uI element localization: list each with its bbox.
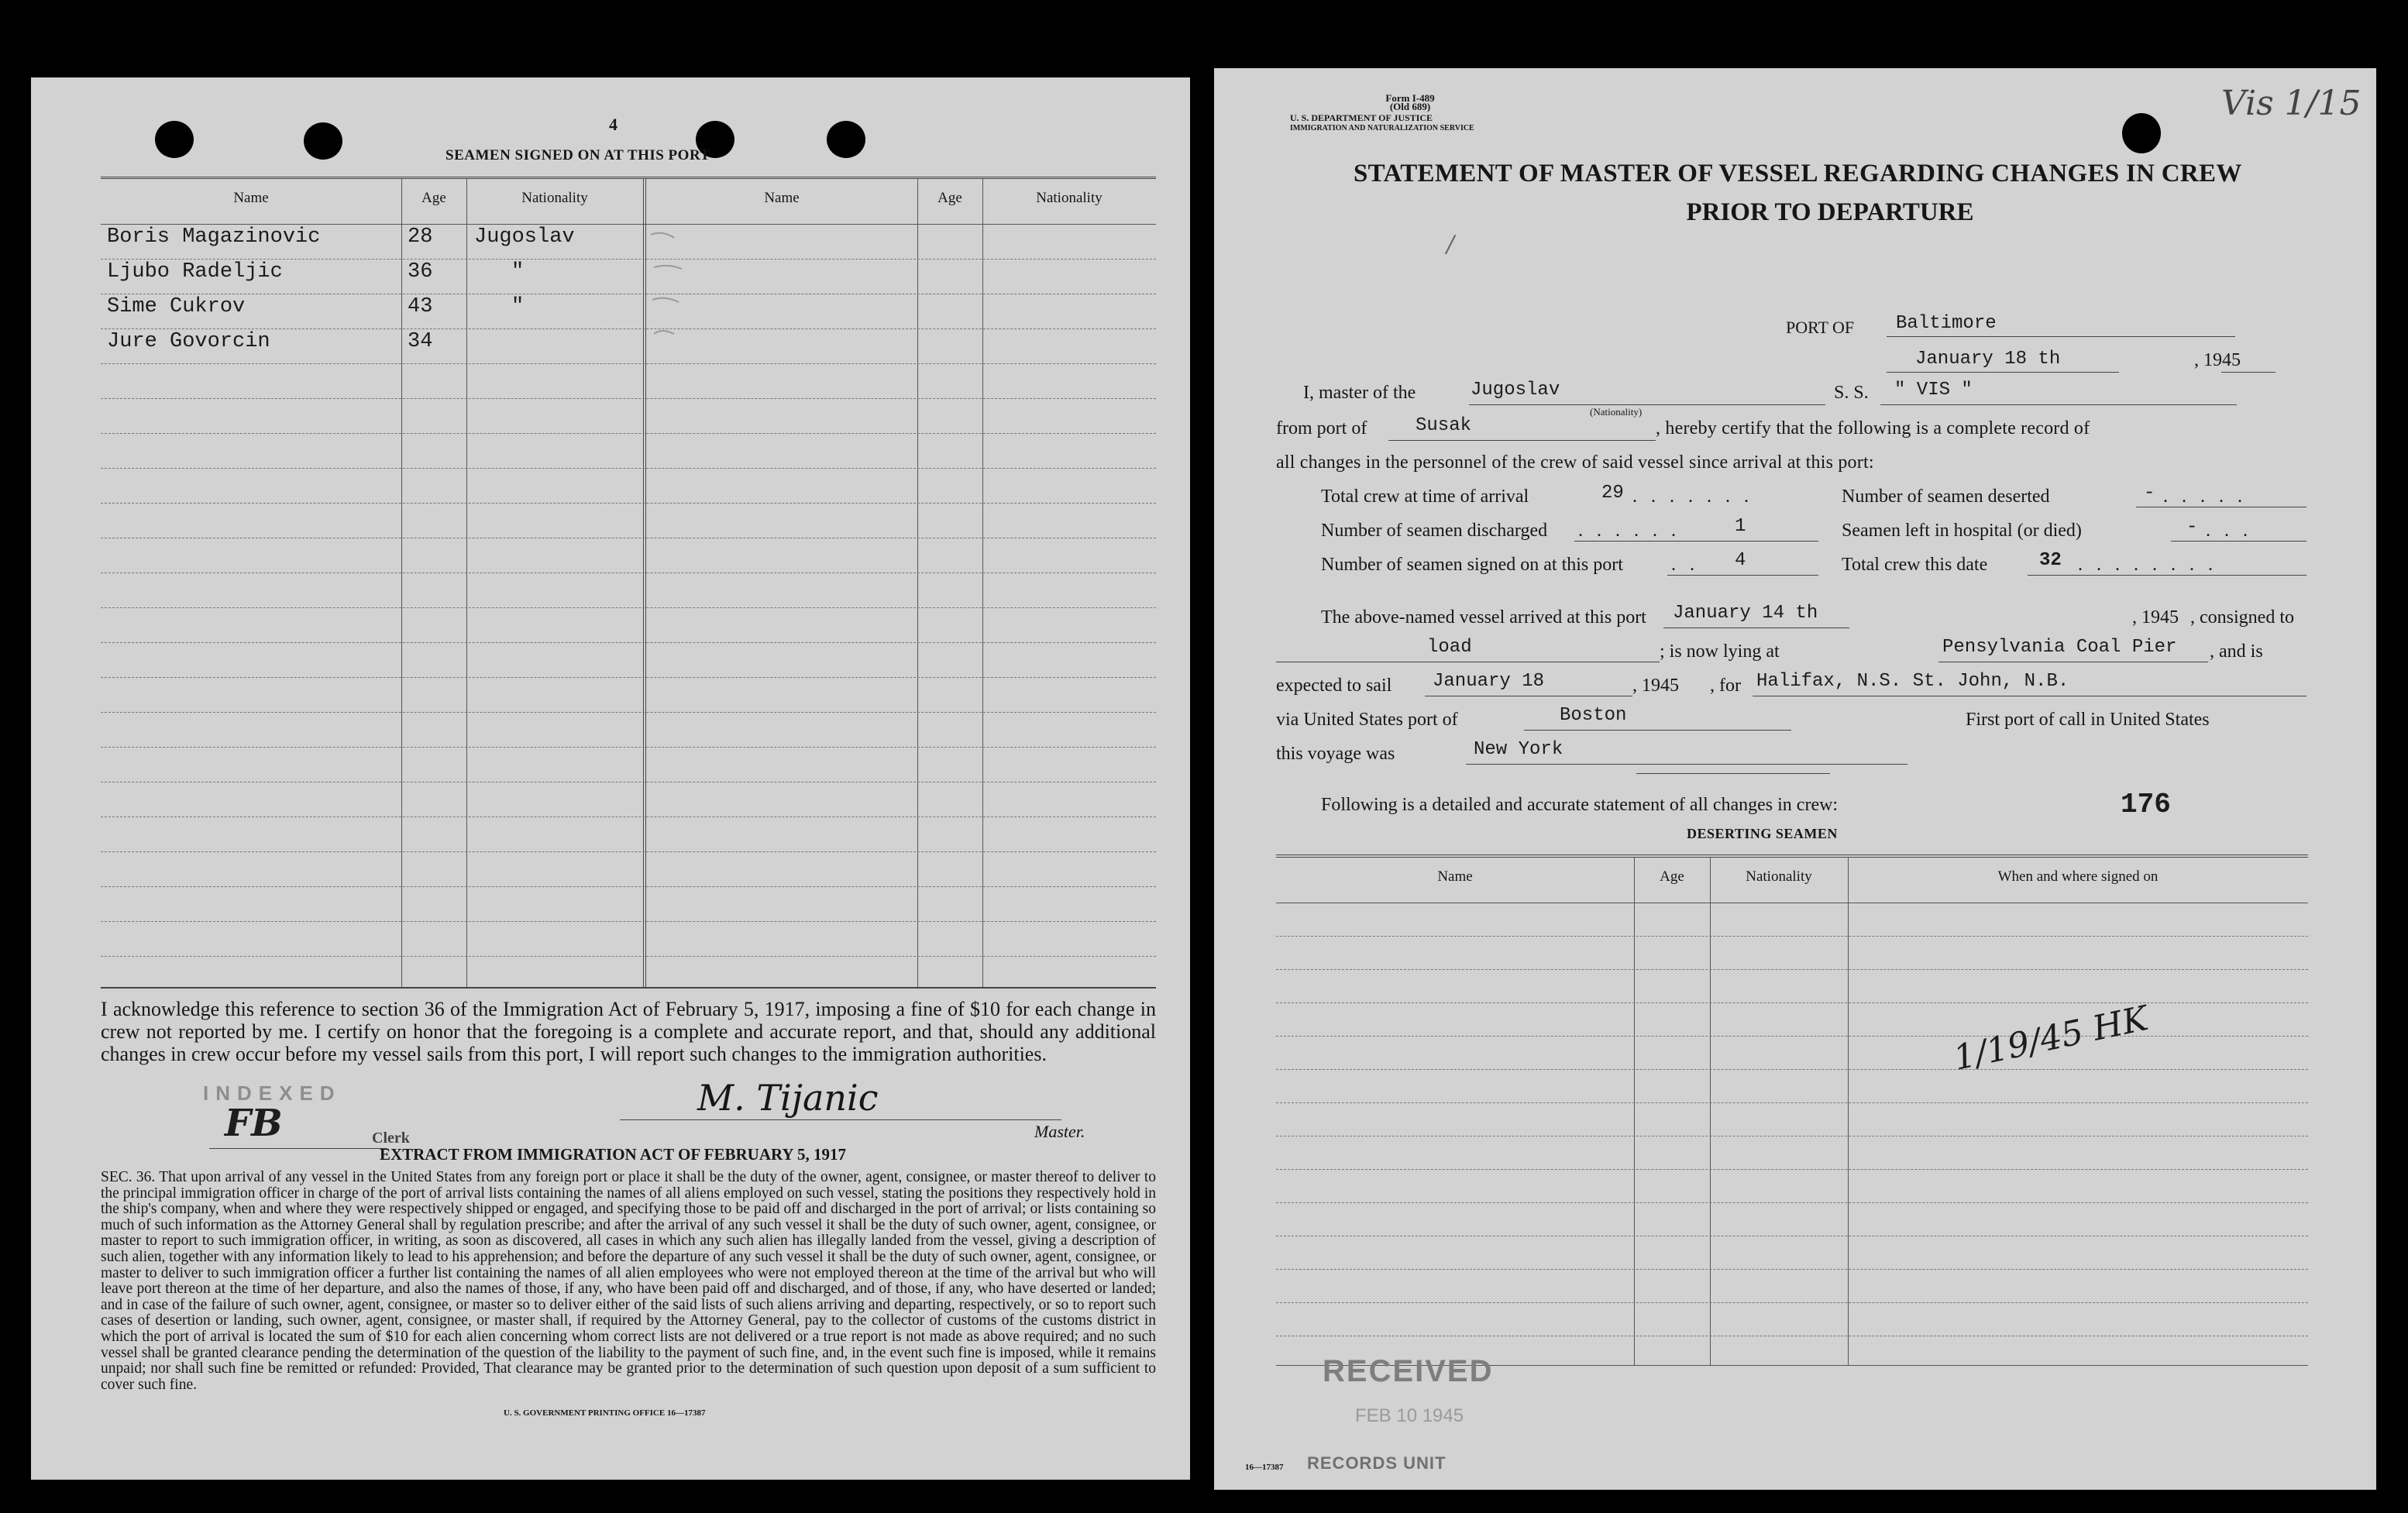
- punch-hole: [304, 122, 342, 160]
- ruled-line: [1276, 969, 2308, 970]
- col-header-age: Age: [937, 190, 962, 206]
- ruled-line: [1276, 1002, 2308, 1003]
- expected-label: expected to sail: [1276, 676, 1392, 696]
- ruled-line: [1276, 1102, 2308, 1103]
- pencil-tick: /: [1447, 231, 1455, 258]
- first-port-label: First port of call in United States: [1966, 710, 2210, 730]
- seaman-name: Boris Magazinovic: [107, 225, 321, 249]
- punch-hole: [827, 121, 865, 158]
- first-port-value: New York: [1474, 739, 1563, 760]
- ruled-line: [101, 677, 1156, 678]
- discharged-value: 1: [1735, 516, 1746, 537]
- changes-text: all changes in the personnel of the crew of said vessel since arrival at this port:: [1276, 452, 1874, 473]
- lying-label: ; is now lying at: [1660, 641, 1780, 662]
- right-page: [1214, 68, 2376, 1490]
- deserting-seamen-table: [1276, 855, 2308, 1366]
- service-name: IMMIGRATION AND NATURALIZATION SERVICE: [1290, 124, 1474, 132]
- dot-leader: . . . . . . .: [1632, 487, 1753, 507]
- seaman-nationality: ": [511, 260, 525, 284]
- ruled-line: [101, 398, 1156, 399]
- total-crew-arrival-value: 29: [1601, 483, 1624, 504]
- seaman-age: 28: [408, 225, 433, 249]
- col-header-nationality: Nationality: [1746, 868, 1812, 885]
- via-label: via United States port of: [1276, 710, 1458, 730]
- acknowledgement-text: I acknowledge this reference to section 36 of the Immigration Act of February 5, 1917, imposing a fine of $10 for each change in crew not reported by me. I certify on honor that the foregoing is a complete and accurate report, and that, should any additional changes in crew occur before my vessel sails from this port, I will report such changes to the immigration authorities.: [101, 998, 1156, 1065]
- lying-at-value: Pensylvania Coal Pier: [1942, 637, 2177, 658]
- ruled-line: [1276, 1269, 2308, 1270]
- col-header-signed-on: When and where signed on: [1997, 868, 2159, 885]
- ruled-line: [101, 956, 1156, 957]
- ruled-line: [1276, 1202, 2308, 1203]
- ruled-line: [101, 607, 1156, 608]
- form-number: Form I-489: [1385, 92, 1435, 104]
- punch-hole: [2122, 113, 2161, 153]
- ruled-line: [101, 747, 1156, 748]
- form-title-line2: PRIOR TO DEPARTURE: [1686, 198, 1974, 226]
- indexed-stamp: INDEXED: [203, 1081, 342, 1105]
- arrived-year: , 1945: [2132, 607, 2179, 628]
- received-stamp: RECEIVED: [1323, 1354, 1494, 1388]
- date-year: , 1945: [2194, 350, 2241, 370]
- clerk-line: [209, 1148, 387, 1149]
- seaman-age: 43: [408, 295, 433, 318]
- form-code: 16—17387: [1245, 1463, 1284, 1472]
- port-label: PORT OF: [1786, 318, 1855, 337]
- received-date-stamp: FEB 10 1945: [1355, 1405, 1464, 1426]
- section-36-text: SEC. 36. That upon arrival of any vessel in the United States from any foreign port or place it shall be the duty of the owner, agent, consignee, or master thereof to deliver to the principal immigration officer in charge of the port of arrival lists containing the names of all aliens employed on such vessel, stating the positions they respectively hold in the ship's company, when and where they were respectively shipped or engaged, and specifying those to be paid off and discharged in the port of arrival; or lists containing so much of such information as the Attorney General shall by regulation prescribe; and after the arrival of any such vessel it shall be the duty of such owner, agent, consignee, or master to report to such immigration officer, in writing, as soon as discovered, all cases in which any such alien has illegally landed from the vessel, giving a description of such alien, together with any information likely to lead to his apprehension; and before the departure of any such vessel it shall be the duty of such owner, agent, consignee, or master to deliver to such immigration officer a further list containing the names of all alien employees who were not employed thereon at the time of the arrival but who will leave port thereon at the time of her departure, and also the names of those, if any, who have been paid off and discharged, and of those, if any, who have deserted or landed; and in case of the failure of such owner, agent, consignee, or master so to deliver either of the said lists of such aliens arriving and departing, respectively, or so to report such cases of desertion or landing, such owner, agent, consignee, or master shall, if required by the Attorney General, pay to the collector of customs of the customs district in which the port of arrival is located the sum of $10 for each alien concerning whom correct lists are not delivered or a true report is not made as above required; and no such vessel shall be granted clearance pending the determination of the question of the liability to the payment of such fine, and, in the event such fine is imposed, while it remains unpaid; nor shall such fine be remitted or refunded: Provided, That clearance may be granted prior to the determination of such question upon deposit of a sum sufficient to cover such fine.: [101, 1169, 1156, 1393]
- pencil-marks: [643, 225, 736, 357]
- ruled-line: [101, 328, 1156, 329]
- col-header-nationality: Nationality: [521, 190, 588, 206]
- dot-leader: . . . . . .: [1578, 521, 1680, 541]
- department-name: U. S. DEPARTMENT OF JUSTICE: [1290, 112, 1433, 123]
- seaman-age: 36: [408, 260, 433, 284]
- consigned-to-value: load: [1427, 637, 1472, 658]
- col-header-name: Name: [233, 190, 269, 206]
- ruled-line: [1276, 1169, 2308, 1170]
- date-value: January 18 th: [1915, 349, 2061, 370]
- ruled-line: [1276, 1036, 2308, 1037]
- dot-leader: . .: [1671, 555, 1699, 575]
- dot-leader: . . .: [2206, 521, 2252, 541]
- sail-year: , 1945: [1632, 676, 1679, 696]
- from-port-value: Susak: [1416, 415, 1472, 436]
- handwritten-number: 176: [2121, 789, 2171, 820]
- total-crew-date-label: Total crew this date: [1842, 555, 1988, 575]
- signature-line: [620, 1119, 1061, 1120]
- punch-hole: [155, 121, 194, 158]
- consigned-label: , consigned to: [2190, 607, 2294, 628]
- dot-leader: . . . . . . . .: [2078, 555, 2217, 575]
- ruled-line: [101, 433, 1156, 434]
- total-crew-date-value: 32: [2039, 550, 2062, 571]
- clerk-label: Clerk: [372, 1130, 410, 1147]
- certify-text: , hereby certify that the following is a complete record of: [1656, 418, 2090, 438]
- col-header-nationality: Nationality: [1036, 190, 1103, 206]
- ruled-line: [101, 363, 1156, 364]
- seamen-signed-table: [101, 177, 1156, 989]
- discharged-label: Number of seamen discharged: [1321, 521, 1548, 541]
- and-is-label: , and is: [2210, 641, 2263, 662]
- arrived-label: The above-named vessel arrived at this port: [1321, 607, 1646, 628]
- seaman-nationality: Jugoslav: [474, 225, 575, 249]
- vessel-name: " VIS ": [1894, 380, 1973, 401]
- following-label: Following is a detailed and accurate statement of all changes in crew:: [1321, 795, 1839, 815]
- from-port-label: from port of: [1276, 418, 1367, 438]
- page-number: 4: [609, 115, 617, 134]
- col-header-age: Age: [1660, 868, 1684, 885]
- deserted-label: Number of seamen deserted: [1842, 487, 2050, 507]
- seaman-name: Ljubo Radeljic: [107, 260, 283, 284]
- ss-label: S. S.: [1834, 383, 1869, 403]
- deserting-seamen-title: DESERTING SEAMEN: [1687, 826, 1838, 841]
- master-signature: M. Tijanic: [697, 1077, 879, 1119]
- ruled-line: [1276, 1069, 2308, 1070]
- form-old-number: (Old 689): [1389, 101, 1431, 112]
- hospital-value: -: [2186, 517, 2198, 538]
- page-title: SEAMEN SIGNED ON AT THIS PORT: [445, 147, 710, 163]
- seaman-nationality: ": [511, 295, 525, 318]
- arrived-date: January 14 th: [1673, 603, 1818, 624]
- corner-handwriting: Vis 1/15: [2221, 84, 2362, 123]
- form-title-line1: STATEMENT OF MASTER OF VESSEL REGARDING CHANGES IN CREW: [1354, 160, 2242, 187]
- ruled-line: [101, 712, 1156, 713]
- total-crew-arrival-label: Total crew at time of arrival: [1321, 487, 1529, 507]
- deserted-value: -: [2144, 483, 2155, 504]
- signed-on-label: Number of seamen signed on at this port: [1321, 555, 1623, 575]
- ruled-line: [1276, 936, 2308, 937]
- ruled-line: [101, 503, 1156, 504]
- nationality-label: (Nationality): [1590, 406, 1643, 418]
- ruled-line: [101, 851, 1156, 852]
- port-value: Baltimore: [1896, 313, 1997, 334]
- extract-title: EXTRACT FROM IMMIGRATION ACT OF FEBRUARY 5, 1917: [380, 1145, 847, 1164]
- master-of-label: I, master of the: [1303, 383, 1416, 403]
- via-port-value: Boston: [1560, 705, 1627, 726]
- signed-on-value: 4: [1735, 550, 1746, 571]
- ruled-line: [101, 921, 1156, 922]
- seaman-name: Sime Cukrov: [107, 295, 246, 318]
- ruled-line: [1276, 1302, 2308, 1303]
- hospital-label: Seamen left in hospital (or died): [1842, 521, 2082, 541]
- ruled-line: [101, 259, 1156, 260]
- master-label: Master.: [1034, 1122, 1085, 1141]
- col-header-age: Age: [421, 190, 446, 206]
- for-label: , for: [1710, 676, 1741, 696]
- handwritten-date-note: 1/19/45 HK: [1950, 999, 2152, 1078]
- destination-value: Halifax, N.S. St. John, N.B.: [1756, 671, 2069, 692]
- department-block: [1290, 113, 1474, 133]
- ruled-line: [101, 468, 1156, 469]
- ruled-line: [101, 642, 1156, 643]
- nationality-value: Jugoslav: [1471, 380, 1560, 401]
- left-page: [31, 77, 1190, 1480]
- dot-leader: . . . . .: [2163, 487, 2247, 507]
- ruled-line: [101, 886, 1156, 887]
- seaman-name: Jure Govorcin: [107, 330, 270, 353]
- form-number-block: [1364, 94, 1457, 111]
- clerk-initials: FB: [225, 1102, 283, 1145]
- voyage-label: this voyage was: [1276, 744, 1395, 764]
- records-unit-stamp: RECORDS UNIT: [1307, 1453, 1447, 1473]
- sail-date-value: January 18: [1433, 671, 1545, 692]
- col-header-name: Name: [764, 190, 800, 206]
- printing-office: U. S. GOVERNMENT PRINTING OFFICE 16—17387: [504, 1408, 706, 1418]
- col-header-name: Name: [1437, 868, 1473, 885]
- seaman-age: 34: [408, 330, 433, 353]
